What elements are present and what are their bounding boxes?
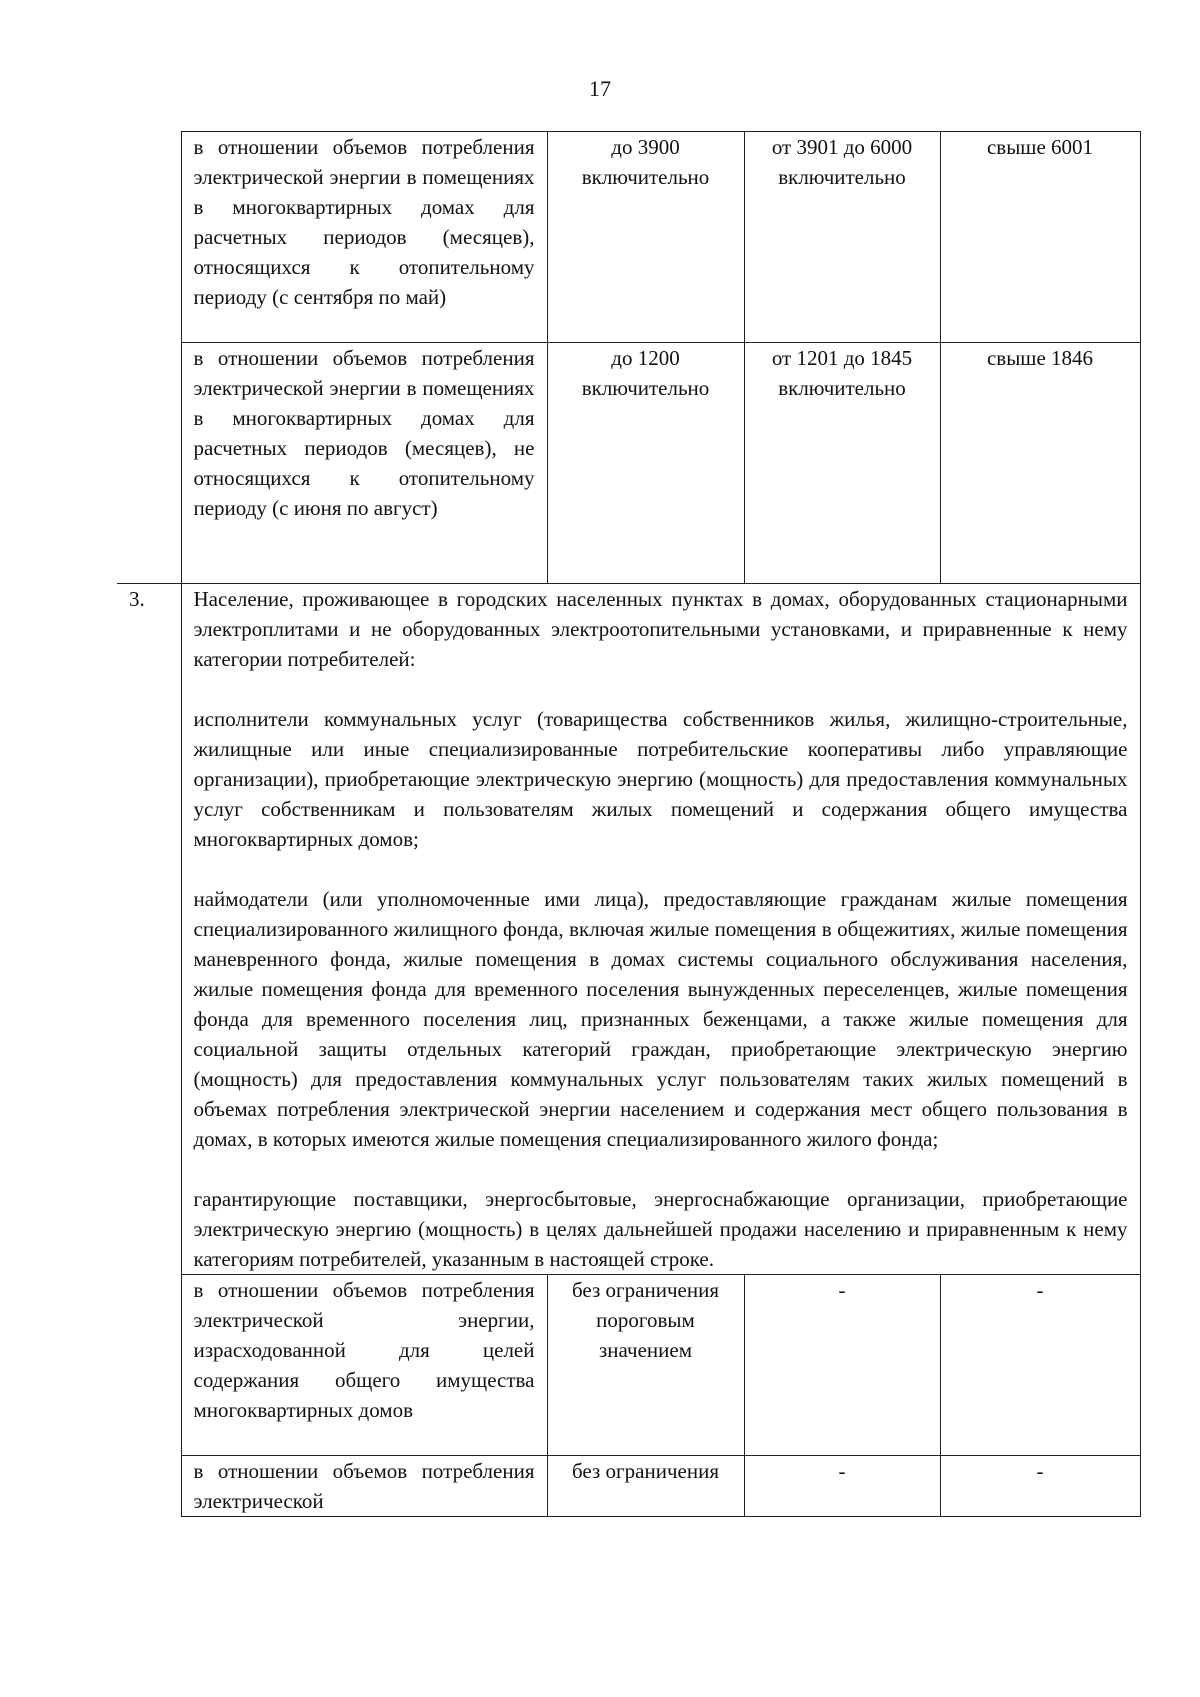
threshold-3-cell: - [940, 1456, 1140, 1517]
row-number-cell [117, 132, 181, 343]
threshold-3-cell: свыше 1846 [940, 343, 1140, 584]
section-3-paragraph: наймодатели (или уполномоченные ими лица), предоставляющие гражданам жилые помещения специализированного жилищного фонда, включая жилые помещения в общежитиях, жилые помещения маневренного фонда, жилые помещения в домах системы социального обслуживания населения, жилые помещения фонда для временного поселения вынужденных переселенцев, жилые помещения фонда для временного поселения лиц, признанных беженцами, а также жилые помещения для социальной защиты отдельных категорий граждан, приобретающие электрическую энергию (мощность) для предоставления коммунальных услуг пользователям таких жилых помещений в объемах потребления электрической энергии населением и содержания мест общего пользования в домах, в которых имеются жилые помещения специализированного жилого фонда; [193, 887, 1128, 1151]
threshold-3-cell: свыше 6001 [940, 132, 1140, 343]
row-description: в отношении объемов потребления электрической энергии в помещениях в многоквартирных домах для расчетных периодов (месяцев), не относящихся к отопительному периоду (с июня по август) [181, 343, 547, 584]
threshold-1-cell: до 1200 включительно [547, 343, 744, 584]
threshold-3-cell: - [940, 1275, 1140, 1456]
section-3-text [181, 584, 1140, 1275]
section-3-paragraph: гарантирующие поставщики, энергосбытовые, энергоснабжающие организации, приобретающие электрическую энергию (мощность) в целях дальнейшей продажи населению и приравненным к нему категориям потребителей, указанным в настоящей строке. [193, 1187, 1128, 1271]
threshold-1-cell: без ограничения пороговым значением [547, 1275, 744, 1456]
row-description: в отношении объемов потребления электрической [181, 1456, 547, 1517]
table-row-section-3 [117, 584, 1140, 1275]
threshold-2-cell: - [744, 1275, 940, 1456]
threshold-2-cell: - [744, 1456, 940, 1517]
threshold-1-cell: без ограничения [547, 1456, 744, 1517]
row-description: в отношении объемов потребления электрической энергии, израсходованной для целей содержания общего имущества многоквартирных домов [181, 1275, 547, 1456]
row-number: 3. [117, 584, 181, 1275]
section-3-paragraph: Население, проживающее в городских населенных пунктах в домах, оборудованных стационарными электроплитами и не оборудованных электроотопительными установками, и приравненные к нему категории потребителей: [193, 587, 1128, 671]
table-row [117, 1275, 1140, 1456]
row-description: в отношении объемов потребления электрической энергии в помещениях в многоквартирных домах для расчетных периодов (месяцев), относящихся к отопительному периоду (с сентября по май) [181, 132, 547, 343]
threshold-2-cell: от 3901 до 6000 включительно [744, 132, 940, 343]
threshold-1-cell: до 3900 включительно [547, 132, 744, 343]
row-number-cell [117, 1456, 181, 1517]
section-3-paragraph: исполнители коммунальных услуг (товарищества собственников жилья, жилищно-строительные, жилищные или иные специализированные потребительские кооперативы либо управляющие организации), приобретающие электрическую энергию (мощность) для предоставления коммунальных услуг собственникам и пользователям жилых помещений и содержания общего имущества многоквартирных домов; [193, 707, 1128, 851]
table-row [117, 1456, 1140, 1517]
page-number: 17 [589, 76, 611, 101]
threshold-2-cell: от 1201 до 1845 включительно [744, 343, 940, 584]
row-number-cell [117, 1275, 181, 1456]
table-row [117, 132, 1140, 343]
table-row [117, 343, 1140, 584]
tariff-table [117, 131, 1141, 1517]
row-number-cell [117, 343, 181, 584]
